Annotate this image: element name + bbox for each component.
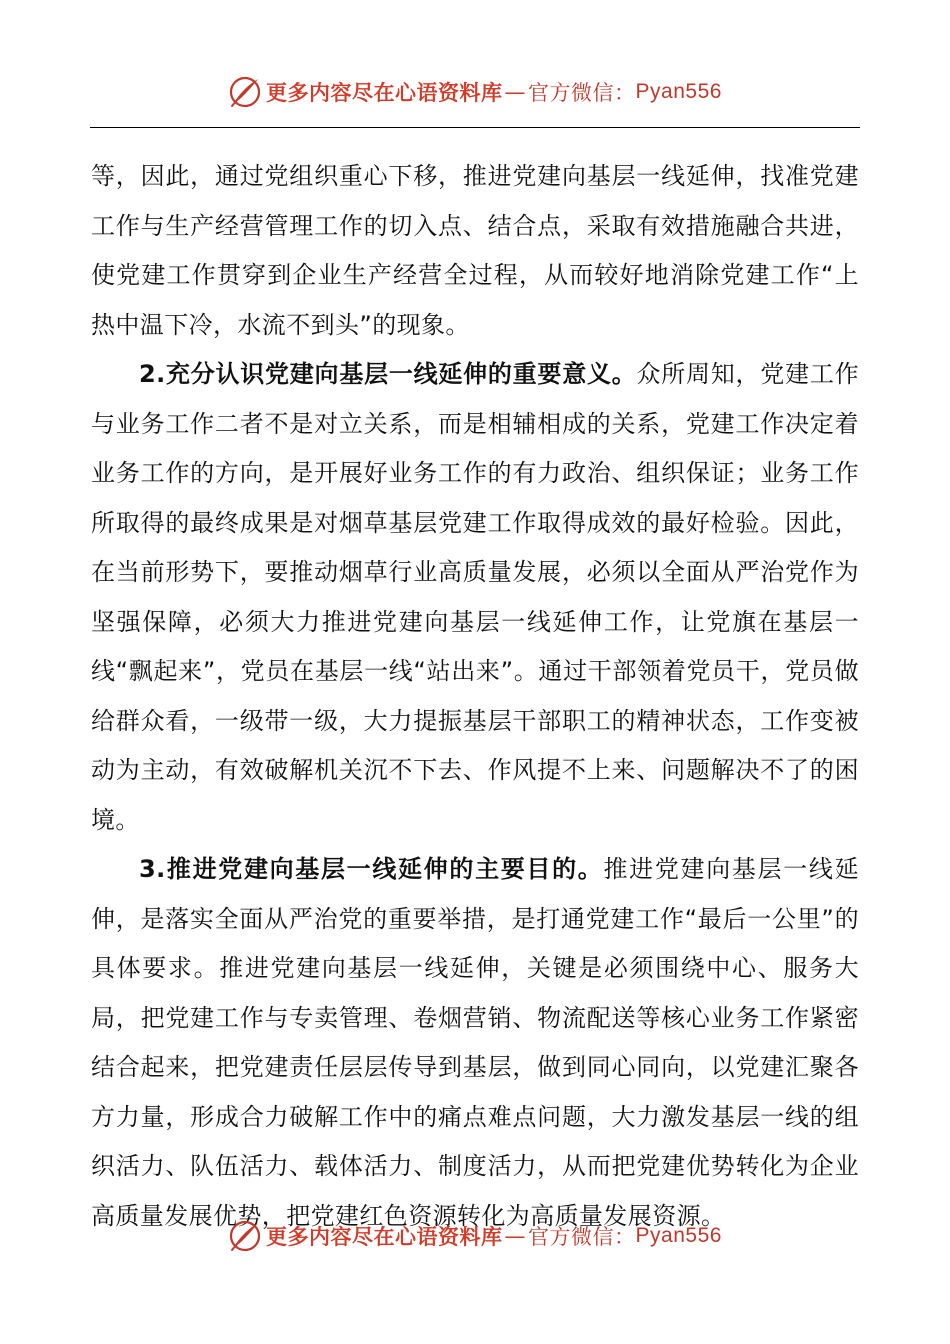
header-watermark (0, 72, 950, 112)
section-2-heading: 2.充分认识党建向基层一线延伸的重要意义。 (139, 360, 637, 388)
header-wechat-id: Pyan556 (635, 80, 722, 103)
document-body (91, 152, 859, 1241)
section-2-paragraph (91, 350, 859, 845)
section-3-text: 推进党建向基层一线延伸，是落实全面从严治党的重要举措，是打通党建工作“最后一公里”的具体要求。推进党建向基层一线延伸，关键是必须围绕中心、服务大局，把党建工作与专卖管理、卷烟营销、物流配送等核心业务工作紧密结合起来，把党建责任层层传导到基层，做到同心同向，以党建汇聚各方力量，形成合力破解工作中的痛点难点问题，大力激发基层一线的组织活力、队伍活力、载体活力、制度活力，从而把党建优势转化为企业高质量发展优势，把党建红色资源转化为高质量发展资源。 (91, 855, 859, 1230)
quill-logo-icon (228, 75, 262, 109)
footer-watermark (0, 1216, 950, 1256)
footer-wechat-label: 官方微信： (528, 1225, 636, 1249)
header-brand: 更多内容尽在心语资料库 (266, 80, 503, 105)
footer-wechat-id: Pyan556 (635, 1224, 722, 1247)
footer-brand: 更多内容尽在心语资料库 (266, 1224, 503, 1249)
footer-separator: — (504, 1224, 527, 1248)
section-2-text: 众所周知，党建工作与业务工作二者不是对立关系，而是相辅相成的关系，党建工作决定着业务工作的方向，是开展好业务工作的有力政治、组织保证；业务工作所取得的最终成果是对烟草基层党建工作取得成效的最好检验。因此，在当前形势下，要推动烟草行业高质量发展，必须以全面从严治党作为坚强保障，必须大力推进党建向基层一线延伸工作，让党旗在基层一线“飘起来”，党员在基层一线“站出来”。通过干部领着党员干，党员做给群众看，一级带一级，大力提振基层干部职工的精神状态，工作变被动为主动，有效破解机关沉不下去、作风提不上来、问题解决不了的困境。 (91, 360, 859, 834)
quill-logo-icon (228, 1219, 262, 1253)
header-separator: — (504, 80, 527, 104)
section-3-paragraph (91, 845, 859, 1241)
section-3-heading: 3.推进党建向基层一线延伸的主要目的。 (139, 855, 604, 883)
header-wechat-label: 官方微信： (528, 81, 636, 105)
paragraph-continuation: 等，因此，通过党组织重心下移，推进党建向基层一线延伸，找准党建工作与生产经营管理工作的切入点、结合点，采取有效措施融合共进，使党建工作贯穿到企业生产经营全过程，从而较好地消除党建工作“上热中温下冷，水流不到头”的现象。 (91, 162, 859, 339)
header-divider (90, 127, 860, 128)
